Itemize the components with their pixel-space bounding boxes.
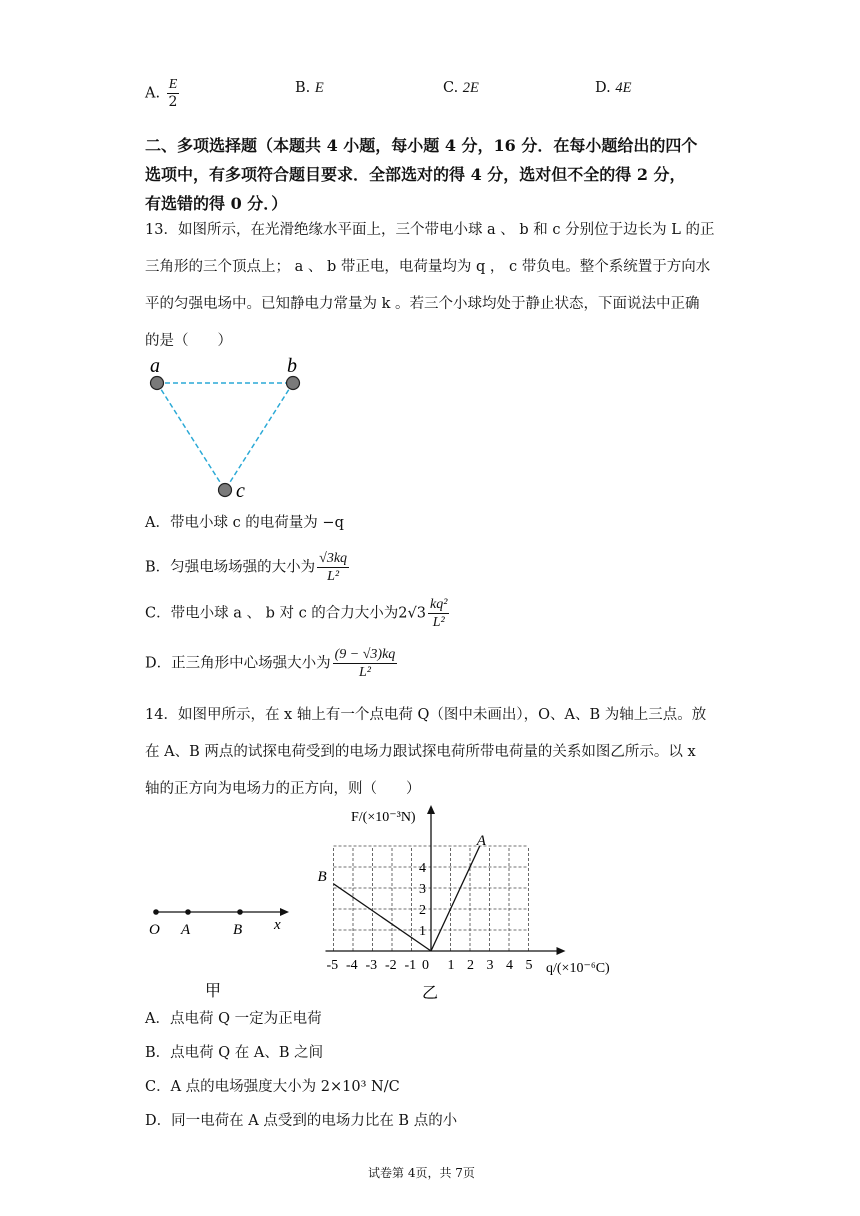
x-tick-label: 0 <box>422 958 429 973</box>
q14-stem <box>145 697 725 808</box>
x-tick-label: -1 <box>404 958 417 973</box>
label-a: A <box>181 922 191 938</box>
q13-option-b: B．匀强电场场强的大小为 $\frac{√3kq}{\text{L²}}$ <box>145 551 348 584</box>
section-heading-line: 选项中，有多项符合题目要求．全部选对的得 4 分，选对但不全的得 2 分， <box>145 165 686 184</box>
q12-option-b: B. E <box>295 80 324 96</box>
label-b: b <box>287 355 297 377</box>
point-o <box>153 909 159 915</box>
label-b: B <box>233 922 243 938</box>
section-heading-line: 有选错的得 0 分．） <box>145 194 288 213</box>
y-axis-arrow-icon <box>427 805 435 814</box>
q12-option-d: D. 4E <box>595 80 632 96</box>
ball-b <box>287 377 300 390</box>
label-a: a <box>150 355 160 377</box>
x-tick-label: 5 <box>525 958 533 973</box>
page-footer: 试卷第 4页，共 7页 <box>368 1166 475 1180</box>
q13-option-d: D．正三角形中心场强大小为 $\frac{(9 - √3)kq}{\text{L²}}$ <box>145 647 396 680</box>
y-tick-label: 1 <box>419 924 426 939</box>
x-tick-label: -5 <box>326 958 339 973</box>
chart-tick-labels <box>327 861 533 973</box>
x-tick-label: -4 <box>346 958 358 973</box>
series-label-a: A <box>476 833 486 849</box>
q13-stem <box>145 212 725 360</box>
q14-option-d: D．同一电荷在 A 点受到的电场力比在 B 点的小 <box>145 1113 458 1129</box>
q12-option-a: A. $\frac{E}{2}$ <box>145 77 178 110</box>
y-tick-label: 4 <box>419 861 426 876</box>
x-tick-label: 3 <box>486 958 494 973</box>
q13-stem-line: 13．如图所示，在光滑绝缘水平面上，三个带电小球 a 、 b 和 c 分别位于边长为 L 的正 <box>145 222 715 238</box>
series-line-b <box>334 884 432 951</box>
triangle-side-ac <box>157 383 225 490</box>
label-x: x <box>274 917 281 933</box>
x-tick-label: -2 <box>385 958 397 973</box>
x-axis-arrow-icon <box>557 947 566 955</box>
q13-option-c: C．带电小球 a 、 b 对 c 的合力大小为2√3 $\frac{\text{kq²}}{\text{L²}}$ <box>145 597 448 630</box>
x-tick-label: 2 <box>467 958 474 973</box>
ball-c <box>219 484 232 497</box>
chart-axes <box>326 805 566 955</box>
q14-stem-line: 14．如图甲所示，在 x 轴上有一个点电荷 Q（图中未画出），O、A、B 为轴上三点。放 <box>145 707 707 723</box>
series-line-a <box>431 846 480 951</box>
fig-jia-caption: 甲 <box>205 983 222 1000</box>
x-tick-label: 4 <box>506 958 513 973</box>
y-tick-label: 3 <box>419 882 426 897</box>
section-heading-line: 二、多项选择题（本题共 4 小题，每小题 4 分，16 分．在每小题给出的四个 <box>145 136 698 155</box>
q13-stem-line: 三角形的三个顶点上； a 、 b 带正电，电荷量均为 q ， c 带负电。整个系统置于方向水 <box>145 259 711 275</box>
point-b <box>237 909 243 915</box>
x-tick-label: 1 <box>447 958 455 973</box>
point-a <box>185 909 191 915</box>
q14-option-a: A．点电荷 Q 一定为正电荷 <box>145 1011 322 1027</box>
x-axis-arrow-icon <box>280 908 289 916</box>
label-c: c <box>236 480 245 502</box>
triangle-side-bc <box>225 383 293 490</box>
fig-yi-caption: 乙 <box>422 985 439 1002</box>
y-axis-title: F/(×10⁻³N) <box>351 810 416 825</box>
q14-option-b: B．点电荷 Q 在 A、B 之间 <box>145 1045 324 1061</box>
q13-stem-line: 平的匀强电场中。已知静电力常量为 k 。若三个小球均处于静止状态，下面说法中正确 <box>145 296 700 312</box>
label-o: O <box>149 922 160 938</box>
q14-stem-line: 轴的正方向为电场力的正方向，则（ ） <box>145 781 421 797</box>
q14-stem-line: 在 A、B 两点的试探电荷受到的电场力跟试探电荷所带电荷量的关系如图乙所示。以 x <box>145 744 696 760</box>
q12-option-c: C. 2E <box>443 80 479 96</box>
chart-series <box>318 833 487 951</box>
q14-option-c: C．A 点的电场强度大小为 2×10³ N/C <box>145 1079 400 1095</box>
q13-option-a: A．带电小球 c 的电荷量为 −q <box>145 515 344 531</box>
ball-a <box>151 377 164 390</box>
fig-yi-chart <box>300 800 630 1005</box>
fig-jia-axis <box>140 895 300 1005</box>
section-heading <box>145 131 697 218</box>
q13-triangle-figure <box>140 350 320 510</box>
q13-stem-line: 的是（ ） <box>145 333 232 349</box>
x-tick-label: -3 <box>365 958 378 973</box>
series-label-b: B <box>317 868 327 885</box>
x-axis-title: q/(×10⁻⁶C) <box>546 961 610 976</box>
y-tick-label: 2 <box>419 903 426 918</box>
